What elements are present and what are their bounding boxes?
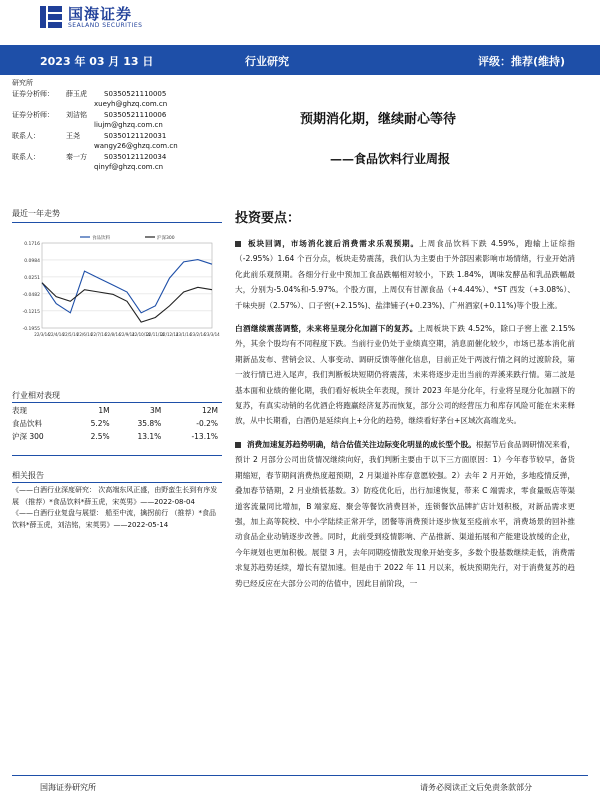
legend-label: 食品饮料 (92, 236, 110, 241)
analyst-role: 联系人： (12, 152, 40, 161)
logo-name-en: SEALAND SECURITIES (68, 21, 143, 29)
report-type: 行业研究 (245, 55, 289, 68)
x-tick-label: 22/3/14 (34, 332, 50, 337)
x-tick-label: 22/7/14 (90, 332, 107, 337)
table-cell: -13.1% (191, 432, 218, 441)
analyst-name: 秦一方 (66, 152, 87, 161)
report-date: 2023 年 03 月 13 日 (40, 55, 154, 68)
analyst-license: S0350521110006 (104, 110, 167, 119)
analyst-email[interactable]: liujm@ghzq.com.cn (94, 121, 163, 129)
analyst-name: 薛玉虎 (66, 89, 87, 98)
analyst-email[interactable]: xueyh@ghzq.com.cn (94, 100, 168, 108)
paragraph-lead: 板块回调，市场消化渡后消费需求乐观预期。 (247, 239, 420, 248)
y-tick-label: -0.1215 (22, 309, 40, 315)
table-row (12, 417, 222, 430)
header-banner (0, 45, 600, 75)
series-line-1 (42, 283, 212, 322)
analyst-name: 王尧 (66, 131, 80, 140)
x-tick-label: 22/4/14 (48, 332, 64, 337)
analyst-list (12, 78, 222, 173)
analyst-entry (12, 89, 222, 110)
x-tick-label: 22/12/14 (160, 332, 179, 337)
x-tick-label: 22/11/14 (146, 332, 165, 337)
table-cell: 2.5% (90, 432, 110, 441)
analyst-entry (12, 131, 222, 152)
y-tick-label: 0.0251 (24, 275, 40, 281)
related-report-item[interactable]: 《——白酒行业深度研究： 次高端东风正盛，由野蛮生长到有序发展 （推荐）*食品饮料*薛玉虎，宋英男》——2022-08-04 (12, 486, 218, 506)
performance-table (12, 404, 222, 443)
highlight-paragraph (235, 437, 575, 591)
paragraph-text: 根据节后食品调研情况来看，预计 2 月部分公司出货情况继续向好，我们判断主要由于以下三方面原因：1）今年春节较早，备货期缩短，春节期间消费热度超预期，2 月渠道补库存意愿较强。2）去年 2 月开始，多地疫情反弹，叠加春节错期，2 月业绩低基数。3）防疫优化后，出行加速恢复，带来 C 端需求，零食量贩店等渠道客流量同比增加，B 端家庭、聚会等餐饮消费回补，连锁餐饮品牌扩店计划积极，对新品需求更强，加上高等院校、中小学陆续正常开学，团餐等消费预计逐步恢复至疫前水平，消费场景的回补推动食品企业动销逐步改善。同时，此前受到疫情影响、产品推新、渠道拓展和产能建设放缓的企业，今年规划也更加积极。展望 3 月，去年同期疫情散发现象开始变多，多数个股基数继续走低，消费需求复苏趋势延续，增长有望加速。但是由于 2022 年 11 月以来，板块预期先行，对于消费复苏的趋势已经反应在大部分公司的估值中，因此目前阶段，一 (235, 439, 576, 588)
analyst-email[interactable]: qinyf@ghzq.com.cn (94, 163, 164, 171)
report-title: 预期消化期，继续耐心等待 (300, 112, 457, 127)
highlights-title: 投资要点： (235, 211, 301, 226)
analyst-license: S0350121120031 (104, 131, 167, 140)
paragraph-lead: 消费加速复苏趋势明确，结合估值关注边际变化明显的成长型个股。 (247, 439, 476, 449)
x-tick-label: 22/8/14 (105, 332, 121, 337)
footer-disclaimer: 请务必阅读正文后免责条款部分 (420, 783, 532, 792)
report-subtitle: ——食品饮料行业周报 (330, 152, 451, 166)
table-header-cell: 表现 (12, 406, 27, 415)
y-tick-label: 0.0984 (24, 258, 40, 264)
highlight-paragraph (235, 236, 575, 313)
x-tick-label: 23/3/14 (204, 332, 220, 337)
analyst-license: S0350121120034 (104, 152, 167, 161)
footer-institute: 国海证券研究所 (40, 783, 96, 792)
table-cell: 5.2% (90, 419, 110, 428)
table-cell: -0.2% (196, 419, 218, 428)
related-report-item[interactable]: 《——白酒行业复盘与展望： 船至中流，擒拐前行 （推荐）*食品饮料*薛玉虎，刘洁铭，宋英男》——2022-05-14 (12, 509, 216, 529)
x-tick-label: 22/10/14 (132, 332, 151, 337)
table-header-cell: 1M (98, 406, 110, 415)
highlight-paragraph (235, 321, 575, 429)
table-cell: 13.1% (137, 432, 162, 441)
highlights-body (235, 236, 575, 599)
divider (12, 455, 222, 456)
divider (12, 402, 222, 403)
y-tick-label: -0.0482 (22, 292, 40, 298)
logo-name-cn: 国海证券 (68, 4, 133, 23)
related-heading: 相关报告 (12, 471, 44, 480)
report-rating: 评级：推荐(维持) (478, 55, 566, 68)
table-cell: 沪深 300 (12, 432, 44, 441)
table-header-row (12, 404, 222, 417)
trend-chart-svg (12, 228, 222, 353)
table-header-cell: 3M (150, 406, 162, 415)
bullet-icon (235, 442, 241, 448)
x-tick-label: 22/6/14 (76, 332, 93, 337)
trend-chart (12, 228, 222, 353)
x-tick-label: 22/9/14 (119, 332, 135, 337)
analyst-entry (12, 110, 222, 131)
x-tick-label: 22/5/14 (62, 332, 79, 337)
table-cell: 食品饮料 (12, 419, 42, 428)
table-header-cell: 12M (201, 406, 218, 415)
analyst-email[interactable]: wangy26@ghzq.com.cn (94, 142, 178, 150)
y-tick-label: 0.1716 (24, 242, 40, 247)
analyst-entry (12, 152, 222, 173)
x-tick-label: 23/2/14 (190, 332, 206, 337)
bullet-icon (235, 241, 241, 247)
analyst-role: 证券分析师： (12, 110, 54, 119)
table-row (12, 430, 222, 443)
analyst-role: 证券分析师： (12, 89, 54, 98)
divider (12, 482, 222, 483)
x-tick-label: 23/1/14 (175, 332, 192, 337)
analyst-role: 联系人： (12, 131, 40, 140)
logo-icon (40, 6, 62, 28)
related-reports (12, 485, 222, 531)
footer-divider (12, 775, 588, 776)
paragraph-text: 上周板块下跌 4.52%，除口子窖上涨 2.15%外，其余个股均有不同程度下跌。当前行业仍处于业绩真空期，消息面催化较少，市场已基本消化前期新品发布、营销会议、人事变动、调研反馈等催化信息，目前正处于两波行情之间的过渡阶段，第一波行情已进入尾声，我们判断板块短期仍将震荡，未来将逐步走出当前的弄溪来跌行情。第二波是基本面和业绩的催化期，我们看好板块全年表现，预计 2023 年是分化年，行业将呈现分化加剧下的复苏，有真实动销的名优酒企将跑赢经济复苏而恢复，部分公司的经营压力和库存风险可能在未来释放，从中长期看，白酒仍是延续向上+分化的趋势，继续看好茅台+区域次高端龙头。 (235, 324, 576, 426)
table-cell: 35.8% (137, 419, 162, 428)
company-logo (40, 2, 142, 32)
chart-heading: 最近一年走势 (12, 209, 60, 218)
performance-heading: 行业相对表现 (12, 391, 60, 400)
paragraph-lead: 白酒继续震荡调整，未来将呈现分化加剧下的复苏。 (235, 324, 418, 334)
plot-frame (42, 243, 212, 328)
analyst-name: 刘洁铭 (66, 110, 87, 119)
series-line-0 (42, 260, 212, 313)
analyst-license: S0350521110005 (104, 89, 167, 98)
legend-label: 沪深300 (157, 236, 175, 241)
divider (12, 222, 222, 223)
analyst-header: 研究所 (12, 79, 33, 87)
paragraph-text: 上周食品饮料下跌 4.59%，跑输上证综指（-2.95%）1.64 个百分点，板块走势震荡，我们认为主要由于外部因素影响市场情绪，行业开始消化此前乐观预期。各细分行业中预加工食品跌幅相对较小，下跌 1.84%，调味发酵品和乳品跌幅最大，分别为-5.04%和-5.97%。个股方面，上周仅有甘源食品（+4.44%）、*ST 西发（+3.08%）、千味央厨（2.57%）、口子窖(+2.15%)、盐津铺子(+0.23%)、广州酒家(+0.11%)等个股上涨。 (235, 239, 575, 310)
y-tick-label: -0.1955 (22, 327, 40, 332)
